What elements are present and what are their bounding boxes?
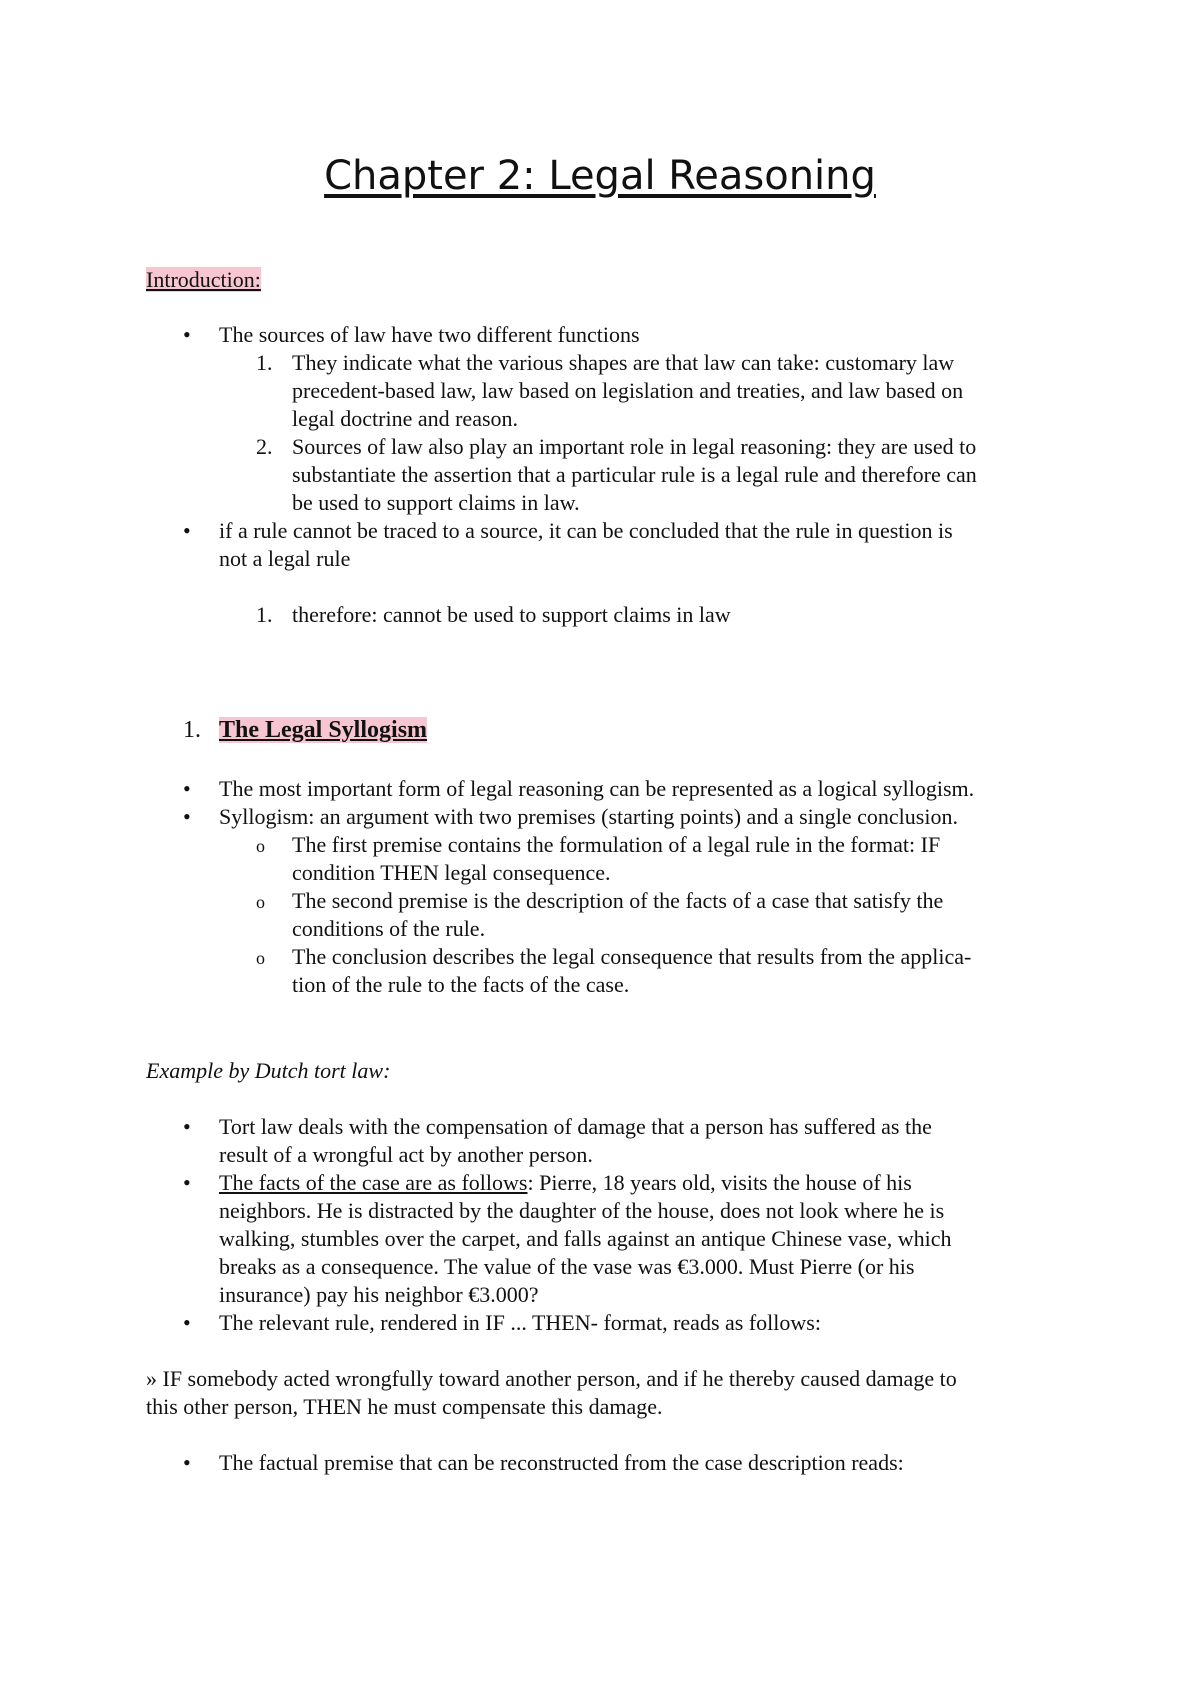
circle-bullet-marker: o <box>256 948 265 968</box>
facts-line-1: The facts of the case are as follows: Pierre, 18 years old, visits the house of his <box>219 1170 912 1195</box>
facts-line-5: insurance) pay his neighbor €3.000? <box>219 1282 539 1307</box>
bullet-marker: • <box>183 1170 191 1195</box>
intro-item-2-line-3: be used to support claims in law. <box>292 490 580 515</box>
intro-item-3: therefore: cannot be used to support claims in law <box>292 602 731 627</box>
section-heading: The Legal Syllogism <box>219 717 428 743</box>
sub-item-3-line-2: tion of the rule to the facts of the case. <box>292 972 630 997</box>
example-heading: Example by Dutch tort law: <box>146 1058 391 1083</box>
sub-item-2-line-1: The second premise is the description of the facts of a case that satisfy the <box>292 888 944 913</box>
bullet-marker: • <box>183 1114 191 1139</box>
intro-item-1-line-2: precedent-based law, law based on legislation and treaties, and law based on <box>292 378 964 403</box>
bullet-marker: • <box>183 322 191 347</box>
intro-bullet-2-line-2: not a legal rule <box>219 546 351 571</box>
list-number: 2. <box>256 434 273 459</box>
list-number: 1. <box>256 602 273 627</box>
page-title: Chapter 2: Legal Reasoning <box>324 153 876 199</box>
facts-line-3: walking, stumbles over the carpet, and falls against an antique Chinese vase, which <box>219 1226 952 1251</box>
list-number: 1. <box>256 350 273 375</box>
facts-line-2: neighbors. He is distracted by the daughter of the house, does not look where he is <box>219 1198 945 1223</box>
bullet-marker: • <box>183 776 191 801</box>
bullet-marker: • <box>183 518 191 543</box>
sub-item-1-line-2: condition THEN legal consequence. <box>292 860 611 885</box>
intro-bullet-1: The sources of law have two different functions <box>219 322 640 347</box>
rule-line-1: » IF somebody acted wrongfully toward another person, and if he thereby caused damage to <box>146 1366 957 1391</box>
section-bullet-2: Syllogism: an argument with two premises (starting points) and a single conclusion. <box>219 804 958 829</box>
intro-bullet-2-line-1: if a rule cannot be traced to a source, it can be concluded that the rule in question is <box>219 518 953 543</box>
intro-item-1-line-1: They indicate what the various shapes are that law can take: customary law <box>292 350 955 375</box>
intro-item-2-line-1: Sources of law also play an important role in legal reasoning: they are used to <box>292 434 977 459</box>
example-bullet-1-line-1: Tort law deals with the compensation of damage that a person has suffered as the <box>219 1114 932 1139</box>
facts-line-4: breaks as a consequence. The value of the vase was €3.000. Must Pierre (or his <box>219 1254 915 1279</box>
intro-item-1-line-3: legal doctrine and reason. <box>292 406 519 431</box>
sub-item-3-line-1: The conclusion describes the legal consequence that results from the applica- <box>292 944 972 969</box>
circle-bullet-marker: o <box>256 892 265 912</box>
circle-bullet-marker: o <box>256 836 265 856</box>
sub-item-1-line-1: The first premise contains the formulation of a legal rule in the format: IF <box>292 832 941 857</box>
example-bullet-3: The relevant rule, rendered in IF ... THEN- format, reads as follows: <box>219 1310 821 1335</box>
bullet-marker: • <box>183 1450 191 1475</box>
section-bullet-1: The most important form of legal reasoning can be represented as a logical syllogism. <box>219 776 975 801</box>
section-number: 1. <box>183 717 201 743</box>
intro-item-2-line-2: substantiate the assertion that a particular rule is a legal rule and therefore can <box>292 462 977 487</box>
facts-label: The facts of the case are as follows <box>219 1170 528 1195</box>
bullet-marker: • <box>183 1310 191 1335</box>
example-bullet-1-line-2: result of a wrongful act by another person. <box>219 1142 593 1167</box>
introduction-heading: Introduction: <box>146 267 261 292</box>
sub-item-2-line-2: conditions of the rule. <box>292 916 486 941</box>
example-bullet-4: The factual premise that can be reconstructed from the case description reads: <box>219 1450 904 1475</box>
bullet-marker: • <box>183 804 191 829</box>
rule-line-2: this other person, THEN he must compensate this damage. <box>146 1394 663 1419</box>
